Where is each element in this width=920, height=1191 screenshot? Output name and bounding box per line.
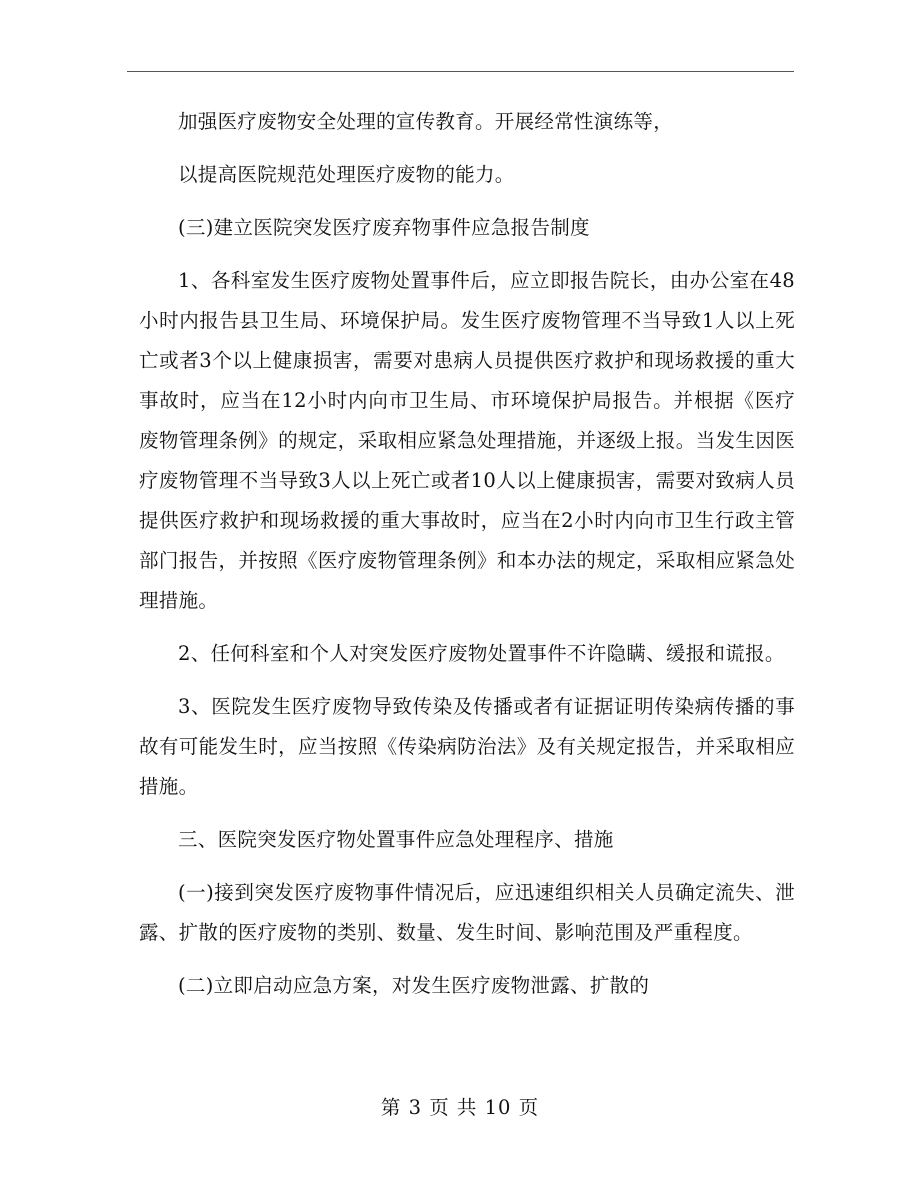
paragraph-sub-2: (二)立即启动应急方案，对发生医疗废物泄露、扩散的 (178, 974, 650, 997)
paragraph-item-2: 2、任何科室和个人对突发医疗废物处置事件不许隐瞒、缓报和谎报。 (178, 642, 785, 665)
section-heading-procedures: 三、医院突发医疗物处置事件应急处理程序、措施 (178, 828, 614, 851)
paragraph-1: 加强医疗废物安全处理的宣传教育。开展经常性演练等， (178, 110, 674, 133)
paragraph-sub-1: (一)接到突发医疗废物事件情况后，应迅速组织相关人员确定流失、泄露、扩散的医疗废物的类别、数量、发生时间、影响范围及严重程度。 (139, 881, 795, 944)
paragraph-item-1: 1、各科室发生医疗废物处置事件后，应立即报告院长，由办公室在48小时内报告县卫生局、环境保护局。发生医疗废物管理不当导致1人以上死亡或者3个以上健康损害，需要对患病人员提供医疗救护和现场救援的重大事故时，应当在12小时内向市卫生局、市环境保护局报告。并根据《医疗废物管理条例》的规定，采取相应紧急处理措施，并逐级上报。当发生因医疗废物管理不当导致3人以上死亡或者10人以上健康损害，需要对致病人员提供医疗救护和现场救援的重大事故时，应当在2小时内向市卫生行政主管部门报告，并按照《医疗废物管理条例》和本办法的规定，采取相应紧急处理措施。 (139, 269, 795, 612)
document-body (139, 102, 795, 1019)
paragraph-2: 以提高医院规范处理医疗废物的能力。 (178, 163, 515, 186)
header-rule (127, 71, 794, 72)
paragraph-item-3: 3、医院发生医疗废物导致传染及传播或者有证据证明传染病传播的事故有可能发生时，应当按照《传染病防治法》及有关规定报告，并采取相应措施。 (139, 695, 795, 798)
section-heading-report-system: (三)建立医院突发医疗废弃物事件应急报告制度 (178, 216, 590, 239)
page-number-footer: 第 3 页 共 10 页 (380, 1096, 540, 1119)
